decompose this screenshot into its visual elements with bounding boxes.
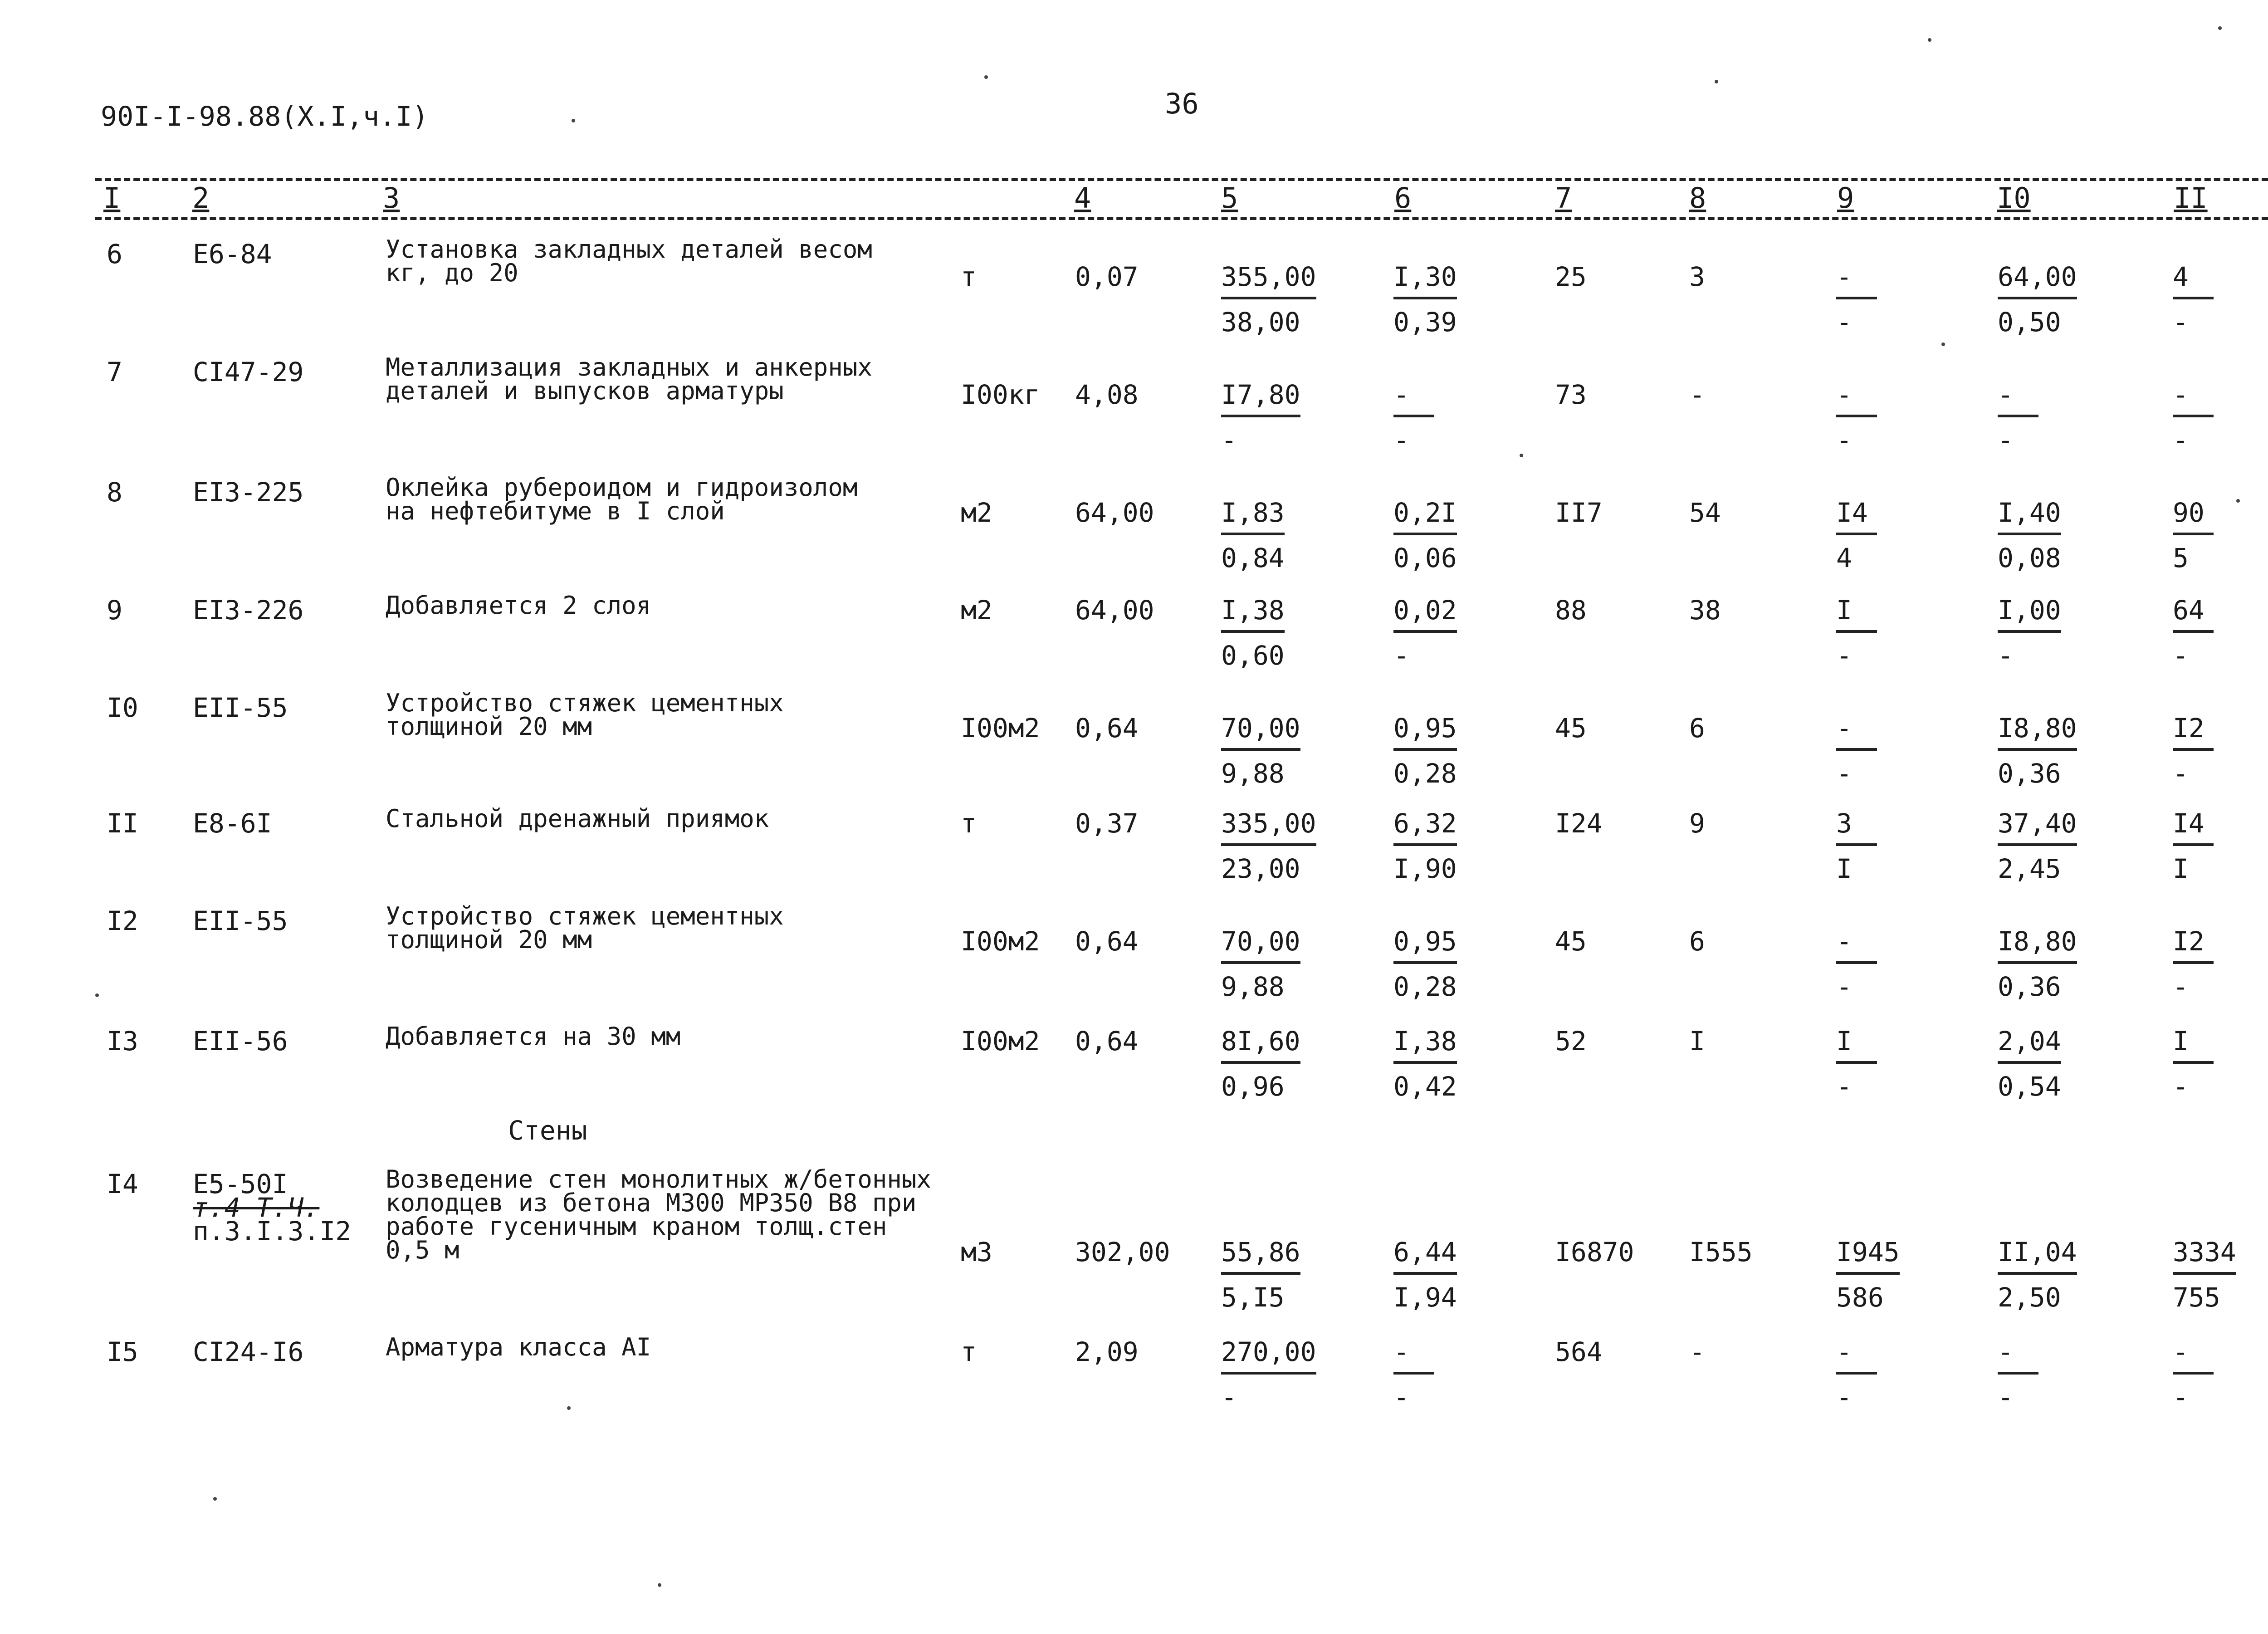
fraction-c6 [1393, 381, 1434, 454]
scan-speck [1715, 80, 1718, 83]
value-col7: 25 [1555, 261, 1587, 292]
fraction-c11 [2173, 381, 2214, 454]
fraction-c11 [2173, 810, 2214, 882]
fraction-c9 [1836, 1238, 1900, 1311]
value-col7: 45 [1555, 926, 1587, 957]
fraction-numerator: - [1836, 714, 1877, 751]
fraction-numerator: I2 [2173, 928, 2214, 964]
rate-code: ЕII-55 [193, 692, 288, 723]
value-col7: I6870 [1555, 1237, 1634, 1267]
unit: т [961, 1336, 977, 1367]
scan-speck [1520, 454, 1523, 457]
fraction-numerator: 4 [2173, 263, 2214, 299]
fraction-denominator: 0,54 [1998, 1071, 2061, 1102]
value-col8: 3 [1689, 261, 1705, 292]
fraction-c11 [2173, 1338, 2214, 1411]
value-col8: I [1689, 1026, 1705, 1057]
work-description: Оклейка рубероидом и гидроизолом на нефтебитуме в I слой [386, 473, 858, 525]
unit: м3 [961, 1237, 992, 1267]
fraction-numerator: 70,00 [1221, 928, 1300, 964]
fraction-numerator: - [1393, 381, 1434, 417]
fraction-numerator: - [2173, 381, 2214, 417]
fraction-denominator: - [2173, 307, 2189, 338]
fraction-c10 [1998, 499, 2061, 572]
fraction-c11 [2173, 714, 2214, 787]
fraction-denominator: 0,50 [1998, 307, 2061, 338]
value-col8: I555 [1689, 1237, 1753, 1267]
fraction-denominator: - [1393, 1382, 1409, 1413]
fraction-numerator: I7,80 [1221, 381, 1300, 417]
fraction-denominator: 0,39 [1393, 307, 1457, 338]
fraction-c5 [1221, 714, 1300, 787]
fraction-numerator: - [1998, 1338, 2038, 1375]
work-description: Стальной дренажный приямок [386, 804, 769, 833]
fraction-numerator: II,04 [1998, 1238, 2077, 1275]
scan-speck [1928, 38, 1931, 42]
column-header: 9 [1834, 181, 1857, 215]
fraction-numerator: I945 [1836, 1238, 1900, 1275]
value-col7: 45 [1555, 713, 1587, 744]
fraction-denominator: - [1998, 1382, 2014, 1413]
fraction-c5 [1221, 381, 1300, 454]
row-number: 6 [107, 239, 122, 269]
quantity: 0,37 [1075, 808, 1139, 839]
fraction-numerator: 0,95 [1393, 714, 1457, 751]
scan-speck [1941, 342, 1945, 346]
fraction-numerator: 0,2I [1393, 499, 1457, 535]
fraction-c5 [1221, 263, 1316, 336]
fraction-c9 [1836, 1338, 1877, 1411]
fraction-c11 [2173, 263, 2214, 336]
fraction-numerator: 64,00 [1998, 263, 2077, 299]
fraction-c11 [2173, 499, 2214, 572]
fraction-c5 [1221, 1027, 1300, 1100]
fraction-numerator: - [1393, 1338, 1434, 1375]
fraction-denominator: I,90 [1393, 853, 1457, 884]
work-description: Устройство стяжек цементных толщиной 20 мм [386, 689, 784, 741]
fraction-numerator: 6,32 [1393, 810, 1457, 846]
quantity: 302,00 [1075, 1237, 1170, 1267]
fraction-numerator: I4 [2173, 810, 2214, 846]
fraction-numerator: I [2173, 1027, 2214, 1064]
fraction-numerator: I [1836, 597, 1877, 633]
rate-code: СI47-29 [193, 357, 304, 387]
row-number: I2 [107, 905, 138, 936]
value-col7: 52 [1555, 1026, 1587, 1057]
fraction-c5 [1221, 597, 1285, 669]
fraction-numerator: 3 [1836, 810, 1877, 846]
work-description: Добавляется на 30 мм [386, 1022, 681, 1051]
fraction-denominator: - [1221, 1382, 1237, 1413]
fraction-denominator: - [1998, 640, 2014, 671]
fraction-denominator: 4 [1836, 543, 1852, 573]
fraction-denominator: - [1836, 758, 1852, 789]
quantity: 2,09 [1075, 1336, 1139, 1367]
fraction-numerator: 70,00 [1221, 714, 1300, 751]
fraction-denominator: I [1836, 853, 1852, 884]
column-header: 4 [1071, 181, 1094, 215]
fraction-numerator: I,38 [1393, 1027, 1457, 1064]
fraction-numerator: I8,80 [1998, 714, 2077, 751]
work-description: Арматура класса АI [386, 1333, 651, 1361]
unit: I00кг [961, 379, 1040, 410]
fraction-c10 [1998, 1027, 2061, 1100]
fraction-c9 [1836, 810, 1877, 882]
column-header: I0 [1994, 181, 2033, 215]
section-title: Стены [508, 1115, 587, 1146]
fraction-c11 [2173, 1238, 2236, 1311]
unit: м2 [961, 497, 992, 528]
fraction-numerator: - [1836, 381, 1877, 417]
scan-speck [984, 75, 988, 79]
column-header: 5 [1218, 181, 1241, 215]
value-col8: 54 [1689, 497, 1721, 528]
fraction-c6 [1393, 1027, 1457, 1100]
scan-speck [572, 119, 575, 122]
unit: т [961, 261, 977, 292]
work-description: Возведение стен монолитных ж/бетонных колодцев из бетона М300 МР350 В8 при работе гусеничным краном толщ.стен 0,5 м [386, 1165, 931, 1264]
fraction-numerator: 55,86 [1221, 1238, 1300, 1275]
quantity: 4,08 [1075, 379, 1139, 410]
fraction-denominator: - [2173, 640, 2189, 671]
value-col8: 6 [1689, 713, 1705, 744]
unit: м2 [961, 595, 992, 626]
fraction-denominator: - [2173, 758, 2189, 789]
fraction-c10 [1998, 1238, 2077, 1311]
fraction-c9 [1836, 597, 1877, 669]
fraction-denominator: - [1393, 640, 1409, 671]
value-col7: 73 [1555, 379, 1587, 410]
fraction-c9 [1836, 1027, 1877, 1100]
fraction-numerator: - [1836, 1338, 1877, 1375]
fraction-denominator: 755 [2173, 1282, 2220, 1313]
scan-speck [2218, 26, 2222, 30]
quantity: 0,64 [1075, 926, 1139, 957]
fraction-denominator: 38,00 [1221, 307, 1300, 338]
scan-speck [213, 1497, 217, 1501]
fraction-denominator: 9,88 [1221, 971, 1285, 1002]
header-rule-bottom [95, 217, 2268, 220]
fraction-denominator: - [1998, 425, 2014, 455]
fraction-c5 [1221, 499, 1285, 572]
quantity: 0,64 [1075, 713, 1139, 744]
fraction-numerator: I [1836, 1027, 1877, 1064]
fraction-c10 [1998, 597, 2061, 669]
fraction-denominator: 9,88 [1221, 758, 1285, 789]
work-description: Устройство стяжек цементных толщиной 20 мм [386, 902, 784, 954]
row-number: II [107, 808, 138, 839]
work-description: Установка закладных деталей весом кг, до 20 [386, 235, 872, 287]
fraction-denominator: - [1221, 425, 1237, 455]
fraction-c5 [1221, 810, 1316, 882]
rate-code-ref: п.3.I.3.I2 [193, 1216, 352, 1247]
fraction-denominator: 0,42 [1393, 1071, 1457, 1102]
value-col8: - [1689, 379, 1705, 410]
fraction-c6 [1393, 1338, 1434, 1411]
fraction-denominator: 586 [1836, 1282, 1884, 1313]
fraction-denominator: - [1836, 1382, 1852, 1413]
column-header: 2 [190, 181, 212, 215]
fraction-numerator: I8,80 [1998, 928, 2077, 964]
fraction-numerator: 270,00 [1221, 1338, 1316, 1375]
column-header: 6 [1392, 181, 1414, 215]
fraction-c6 [1393, 263, 1457, 336]
document-code: 90I-I-98.88(X.I,ч.I) [101, 101, 429, 132]
fraction-denominator: 0,08 [1998, 543, 2061, 573]
fraction-numerator: 0,95 [1393, 928, 1457, 964]
fraction-numerator: I4 [1836, 499, 1877, 535]
fraction-c9 [1836, 714, 1877, 787]
quantity: 0,07 [1075, 261, 1139, 292]
fraction-numerator: - [1836, 263, 1877, 299]
fraction-c5 [1221, 1238, 1300, 1311]
fraction-numerator: I2 [2173, 714, 2214, 751]
fraction-denominator: - [1836, 640, 1852, 671]
fraction-numerator: - [2173, 1338, 2214, 1375]
rate-code: ЕI3-225 [193, 477, 304, 508]
fraction-denominator: - [2173, 425, 2189, 455]
fraction-denominator: 5,I5 [1221, 1282, 1285, 1313]
unit: т [961, 808, 977, 839]
fraction-numerator: 8I,60 [1221, 1027, 1300, 1064]
scan-speck [658, 1583, 661, 1587]
column-header: 7 [1552, 181, 1574, 215]
fraction-denominator: - [2173, 971, 2189, 1002]
value-col7: 564 [1555, 1336, 1603, 1367]
fraction-numerator: 3334 [2173, 1238, 2236, 1275]
rate-code: СI24-I6 [193, 1336, 304, 1367]
fraction-numerator: I,30 [1393, 263, 1457, 299]
page-number: 36 [1165, 87, 1199, 120]
column-header: 3 [380, 181, 402, 215]
fraction-c6 [1393, 928, 1457, 1000]
rate-code: ЕII-56 [193, 1026, 288, 1057]
value-col7: 88 [1555, 595, 1587, 626]
fraction-denominator: 0,96 [1221, 1071, 1285, 1102]
work-description: Добавляется 2 слоя [386, 591, 651, 620]
fraction-numerator: 6,44 [1393, 1238, 1457, 1275]
column-header: II [2171, 181, 2210, 215]
fraction-numerator: I,83 [1221, 499, 1285, 535]
fraction-numerator: 64 [2173, 597, 2214, 633]
fraction-c10 [1998, 810, 2077, 882]
fraction-numerator: I,40 [1998, 499, 2061, 535]
value-col8: 9 [1689, 808, 1705, 839]
scan-speck [2236, 499, 2240, 503]
value-col7: I24 [1555, 808, 1603, 839]
unit: I00м2 [961, 713, 1040, 744]
fraction-c9 [1836, 263, 1877, 336]
header-rule-top [95, 178, 2268, 181]
fraction-c11 [2173, 597, 2214, 669]
fraction-denominator: I,94 [1393, 1282, 1457, 1313]
fraction-numerator: - [1998, 381, 2038, 417]
fraction-c9 [1836, 381, 1877, 454]
fraction-c6 [1393, 810, 1457, 882]
fraction-denominator: 0,28 [1393, 971, 1457, 1002]
rate-code: Е5-50I [193, 1169, 288, 1199]
fraction-c6 [1393, 499, 1457, 572]
work-description: Металлизация закладных и анкерных деталей и выпусков арматуры [386, 353, 872, 405]
fraction-denominator: - [1836, 307, 1852, 338]
fraction-denominator: 0,84 [1221, 543, 1285, 573]
fraction-numerator: 0,02 [1393, 597, 1457, 633]
rate-code: Е8-6I [193, 808, 272, 839]
fraction-numerator: 2,04 [1998, 1027, 2061, 1064]
rate-code: ЕI3-226 [193, 595, 304, 626]
fraction-denominator: 0,28 [1393, 758, 1457, 789]
fraction-c10 [1998, 381, 2038, 454]
row-number: I5 [107, 1336, 138, 1367]
rate-code: ЕII-55 [193, 905, 288, 936]
fraction-numerator: 355,00 [1221, 263, 1316, 299]
fraction-denominator: 0,36 [1998, 758, 2061, 789]
fraction-denominator: - [1836, 425, 1852, 455]
fraction-numerator: I,00 [1998, 597, 2061, 633]
fraction-c9 [1836, 928, 1877, 1000]
unit: I00м2 [961, 926, 1040, 957]
value-col8: 38 [1689, 595, 1721, 626]
fraction-denominator: 5 [2173, 543, 2189, 573]
fraction-denominator: - [1836, 1071, 1852, 1102]
column-header: I [101, 181, 123, 215]
fraction-numerator: 90 [2173, 499, 2214, 535]
fraction-numerator: I,38 [1221, 597, 1285, 633]
column-header: 8 [1686, 181, 1709, 215]
fraction-denominator: 0,60 [1221, 640, 1285, 671]
fraction-denominator: 23,00 [1221, 853, 1300, 884]
quantity: 64,00 [1075, 497, 1154, 528]
row-number: I0 [107, 692, 138, 723]
fraction-numerator: 335,00 [1221, 810, 1316, 846]
value-col7: II7 [1555, 497, 1603, 528]
fraction-c5 [1221, 1338, 1316, 1411]
fraction-denominator: 0,36 [1998, 971, 2061, 1002]
fraction-c6 [1393, 714, 1457, 787]
fraction-c10 [1998, 263, 2077, 336]
fraction-numerator: 37,40 [1998, 810, 2077, 846]
fraction-c10 [1998, 928, 2077, 1000]
fraction-denominator: 0,06 [1393, 543, 1457, 573]
fraction-denominator: - [1393, 425, 1409, 455]
fraction-c6 [1393, 1238, 1457, 1311]
fraction-denominator: I [2173, 853, 2189, 884]
value-col8: 6 [1689, 926, 1705, 957]
rate-code-note: т.4 Т.Ч. [193, 1192, 320, 1223]
row-number: 9 [107, 595, 122, 626]
fraction-c10 [1998, 1338, 2038, 1411]
fraction-c10 [1998, 714, 2077, 787]
fraction-c6 [1393, 597, 1457, 669]
fraction-c5 [1221, 928, 1300, 1000]
row-number: I3 [107, 1026, 138, 1057]
fraction-denominator: 2,45 [1998, 853, 2061, 884]
fraction-c11 [2173, 928, 2214, 1000]
value-col8: - [1689, 1336, 1705, 1367]
fraction-numerator: - [1836, 928, 1877, 964]
unit: I00м2 [961, 1026, 1040, 1057]
scan-speck [95, 993, 99, 997]
fraction-denominator: - [2173, 1382, 2189, 1413]
rate-code: Е6-84 [193, 239, 272, 269]
fraction-denominator: 2,50 [1998, 1282, 2061, 1313]
row-number: 7 [107, 357, 122, 387]
row-number: 8 [107, 477, 122, 508]
quantity: 0,64 [1075, 1026, 1139, 1057]
fraction-c11 [2173, 1027, 2214, 1100]
fraction-denominator: - [2173, 1071, 2189, 1102]
row-number: I4 [107, 1169, 138, 1199]
scan-speck [567, 1406, 571, 1410]
fraction-denominator: - [1836, 971, 1852, 1002]
quantity: 64,00 [1075, 595, 1154, 626]
fraction-c9 [1836, 499, 1877, 572]
